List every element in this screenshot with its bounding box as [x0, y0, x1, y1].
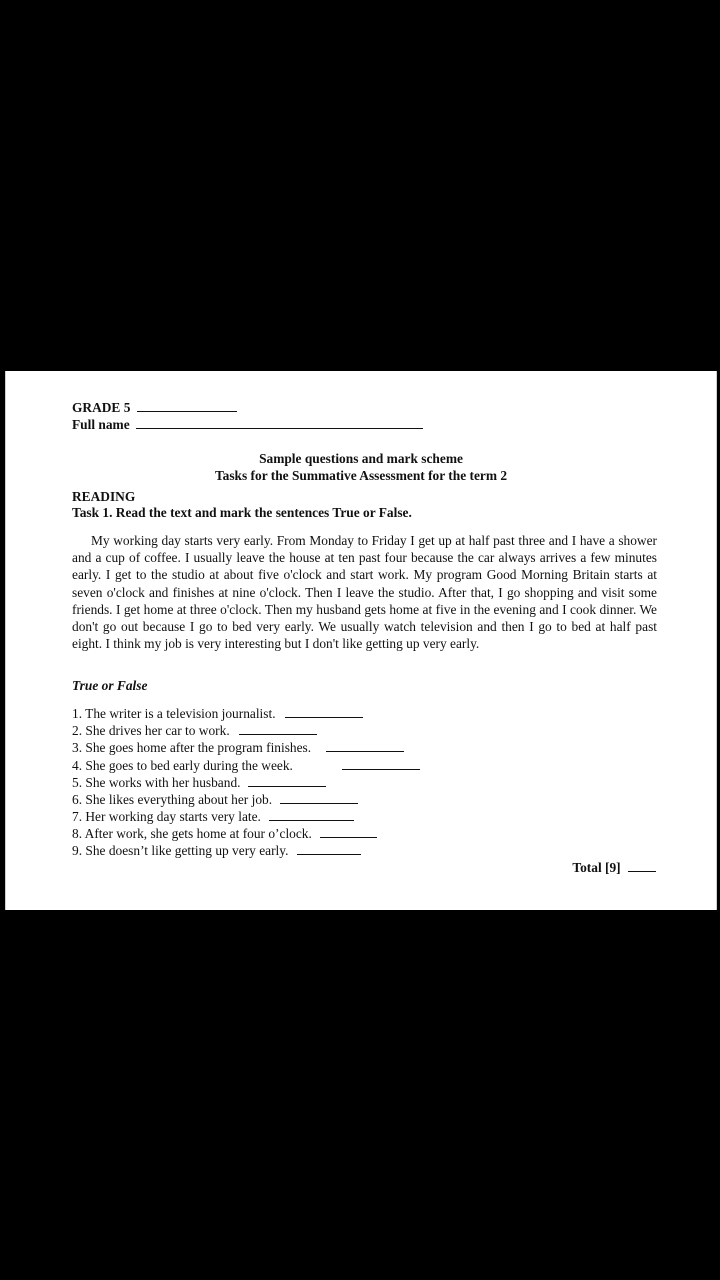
- fullname-label: Full name: [72, 417, 130, 432]
- question-text: 8. After work, she gets home at four o’clock.: [72, 826, 312, 841]
- question-item: [72, 705, 363, 722]
- worksheet-page: [5, 371, 717, 910]
- question-text: 5. She works with her husband.: [72, 775, 241, 790]
- task-instruction: Task 1. Read the text and mark the sentences True or False.: [72, 505, 412, 520]
- title-line-1: Sample questions and mark scheme: [259, 451, 463, 466]
- answer-blank[interactable]: [320, 825, 377, 838]
- true-false-heading: True or False: [72, 678, 148, 693]
- section-heading: READING: [72, 489, 136, 504]
- grade-label: GRADE 5: [72, 400, 131, 415]
- answer-blank[interactable]: [239, 722, 317, 735]
- answer-blank[interactable]: [269, 808, 354, 821]
- question-text: 3. She goes home after the program finishes.: [72, 740, 312, 755]
- question-text: 1. The writer is a television journalist.: [72, 706, 276, 721]
- question-item: [72, 842, 361, 859]
- question-item: [72, 774, 326, 791]
- total-blank[interactable]: [628, 859, 656, 872]
- question-text: 6. She likes everything about her job.: [72, 792, 273, 807]
- question-item: [72, 722, 317, 739]
- answer-blank[interactable]: [297, 842, 361, 855]
- answer-blank[interactable]: [342, 757, 420, 770]
- fullname-blank[interactable]: [136, 416, 423, 429]
- question-item: [72, 825, 377, 842]
- question-item: [72, 757, 420, 774]
- answer-blank[interactable]: [248, 774, 326, 787]
- fullname-line: [72, 416, 423, 433]
- question-text: 9. She doesn’t like getting up very early.: [72, 843, 289, 858]
- question-item: [72, 791, 358, 808]
- question-text: 4. She goes to bed early during the week.: [72, 758, 293, 773]
- question-item: [72, 808, 354, 825]
- grade-line: [72, 399, 237, 416]
- question-text: 2. She drives her car to work.: [72, 723, 230, 738]
- answer-blank[interactable]: [285, 705, 363, 718]
- question-text: 7. Her working day starts very late.: [72, 809, 261, 824]
- answer-blank[interactable]: [280, 791, 358, 804]
- answer-blank[interactable]: [326, 739, 404, 752]
- title-line-2: Tasks for the Summative Assessment for the term 2: [214, 468, 508, 483]
- grade-blank[interactable]: [137, 399, 237, 412]
- reading-passage: My working day starts very early. From Monday to Friday I get up at half past three and I have a shower and a cup of coffee. I usually leave the house at ten past four because the car always arrives a few minutes early. I get to the studio at about five o'clock and start work. My program Good Morning Britain starts at seven o'clock and finishes at nine o'clock. Then I leave the studio. After that, I go shopping and visit some friends. I get home at three o'clock. Then my husband gets home at five in the evening and I cook dinner. We don't go out because I go to bed very early. We usually watch television and then I go to bed at half past eight. I think my job is very interesting but I don't like getting up very early.: [72, 533, 657, 652]
- total-line: [572, 859, 656, 876]
- question-item: [72, 739, 404, 756]
- total-label: Total [9]: [572, 860, 621, 875]
